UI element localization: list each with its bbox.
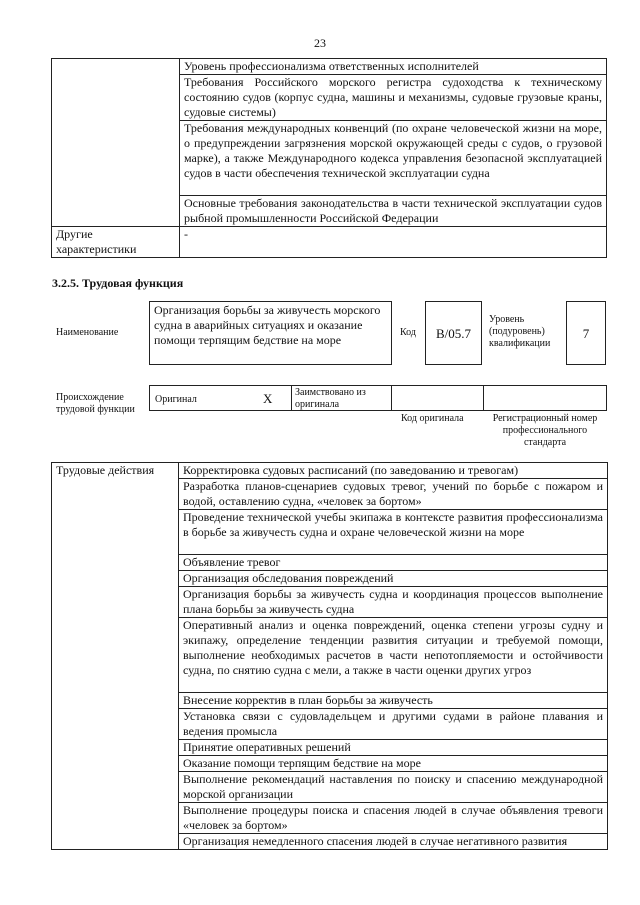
labor-action-item: Оперативный анализ и оценка повреждений, оценка степени угрозы судну и экипажу, определение тенденции развития ситуации и требуемой помощи, выполнение необходимых расчетов в части непотопляемости и остойчивости судна, по снятию судна с мели, а также в части оценки других угроз — [179, 618, 608, 693]
requirement-item: Требования Российского морского регистра судоходства к техническому состоянию судов (корпус судна, машины и механизмы, судовые грузовые краны, судовые системы) — [180, 75, 607, 121]
labor-action-item: Внесение корректив в план борьбы за живучесть — [179, 693, 608, 709]
labor-action-item: Выполнение рекомендаций наставления по поиску и спасению международной морской организации — [179, 772, 608, 803]
name-label: Наименование — [56, 327, 119, 338]
labor-action-item: Установка связи с судовладельцем и другими судами в районе плавания и ведения промысла — [179, 709, 608, 740]
labor-action-item: Выполнение процедуры поиска и спасения людей в случае объявления тревоги «человек за бортом» — [179, 803, 608, 834]
labor-action-item: Организация борьбы за живучесть судна и координация процессов выполнение плана борьбы за живучесть судна — [179, 587, 608, 618]
requirement-item: Уровень профессионализма ответственных исполнителей — [180, 59, 607, 75]
page-number: 23 — [314, 36, 326, 50]
labor-action-item: Проведение технической учебы экипажа в контексте развития профессионализма в борьбе за живучесть судна и охране человеческой жизни на море — [179, 510, 608, 555]
origin-divider — [291, 386, 292, 410]
requirements-table — [51, 58, 607, 258]
function-name-box — [149, 301, 392, 365]
table-row — [52, 227, 607, 258]
origin-label: Происхождение трудовой функции — [56, 392, 135, 415]
level-box — [566, 301, 606, 365]
labor-action-item: Организация немедленного спасения людей в случае негативного развития — [179, 834, 608, 850]
code-label: Код — [400, 327, 416, 338]
labor-action-item: Объявление тревог — [179, 555, 608, 571]
original-mark: X — [263, 391, 273, 406]
level-value: 7 — [582, 326, 590, 341]
labor-action-item: Принятие оперативных решений — [179, 740, 608, 756]
labor-action-item: Корректировка судовых расписаний (по заведованию и тревогам) — [179, 463, 608, 479]
code-box — [425, 301, 482, 365]
level-label: Уровень (подуровень) квалификации — [489, 314, 551, 349]
labor-action-item: Оказание помощи терпящим бедствие на море — [179, 756, 608, 772]
original-label: Оригинал — [155, 394, 197, 405]
requirement-item: Требования международных конвенций (по охране человеческой жизни на море, о предупреждении загрязнения морской окружающей среды с судов, о грузовой марке), а также Международного кодекса управления безопасной эксплуатацией судов в части обеспечения технической эксплуатации судна — [180, 121, 607, 196]
code-original-caption: Код оригинала — [401, 413, 464, 424]
labor-actions-table — [51, 462, 608, 850]
table-cell-empty — [52, 59, 180, 227]
reg-number-caption: Регистрационный номер профессионального стандарта — [492, 413, 598, 448]
labor-actions-label: Трудовые действия — [52, 463, 179, 850]
function-name-value: Организация борьбы за живучесть морского судна в аварийных ситуациях и оказание помощи терпящим бедствие на море — [154, 303, 381, 347]
section-heading: 3.2.5. Трудовая функция — [52, 276, 184, 290]
origin-row — [149, 385, 607, 411]
table-row — [52, 463, 608, 479]
table-row — [52, 59, 607, 75]
borrowed-label: Заимствовано из оригинала — [295, 387, 366, 410]
requirement-item: Основные требования законодательства в части технической эксплуатации судов рыбной промышленности Российской Федерации — [180, 196, 607, 227]
origin-divider — [391, 386, 392, 410]
labor-action-item: Организация обследования повреждений — [179, 571, 608, 587]
code-value: B/05.7 — [435, 326, 472, 341]
origin-divider — [483, 386, 484, 410]
labor-action-item: Разработка планов-сценариев судовых тревог, учений по борьбе с пожаром и водой, оставлению судна, «человек за бортом» — [179, 479, 608, 510]
other-characteristics-label: Другие характеристики — [52, 227, 180, 258]
other-characteristics-value: - — [180, 227, 607, 258]
